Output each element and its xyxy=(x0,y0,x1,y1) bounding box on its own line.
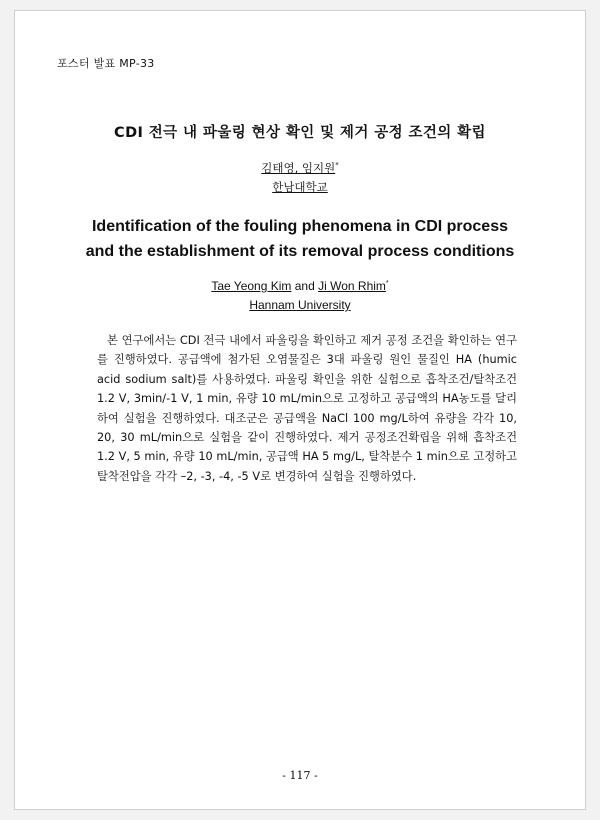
korean-affiliation xyxy=(15,179,585,195)
abstract-body: 본 연구에서는 CDI 전극 내에서 파울링을 확인하고 제거 공정 조건을 확인하는 연구를 진행하였다. 공급액에 첨가된 오염물질은 3대 파울링 원인 물질인 HA (humic acid sodium salt)를 사용하였다. 파울링 확인을 위한 실험으로 흡착조건/탈착조건 1.2 V, 3min/-1 V, 1 min, 유량 10 mL/min으로 고정하고 공급액의 HA농도를 달리하여 실험을 진행하였다. 대조군은 공급액을 NaCl 100 mg/L하여 유량을 각각 10, 20, 30 mL/min으로 실험을 같이 진행하였다. 제거 공정조건확립을 위해 흡착조건 1.2 V, 5 min, 유량 10 mL/min, 공급액 HA 5 mg/L, 탈착분수 1 min으로 고정하고 탈착전압을 각각 –2, -3, -4, -5 V로 변경하여 실험을 진행하였다. xyxy=(97,334,517,483)
korean-authors xyxy=(15,160,585,176)
corresponding-author-mark: * xyxy=(335,161,339,170)
english-author-1: Tae Yeong Kim xyxy=(211,279,292,293)
paper-page xyxy=(14,10,586,810)
session-label: 포스터 발표 MP-33 xyxy=(57,57,155,70)
english-author-2: Ji Won Rhim xyxy=(318,279,386,293)
english-corresponding-mark: * xyxy=(385,280,389,287)
english-title xyxy=(15,214,585,264)
english-affiliation-text: Hannam University xyxy=(249,298,351,312)
korean-title: CDI 전극 내 파울링 현상 확인 및 제거 공정 조건의 확립 xyxy=(114,125,486,141)
english-authors xyxy=(15,279,585,293)
english-author-join: and xyxy=(291,279,319,293)
english-title-line-2: and the establishment of its removal process conditions xyxy=(85,243,515,260)
korean-affiliation-text: 한남대학교 xyxy=(272,180,328,194)
korean-author-names: 김태영, 임지원 xyxy=(261,161,336,175)
page-number: - 117 - xyxy=(282,769,318,782)
english-affiliation xyxy=(15,298,585,312)
english-title-line-1: Identification of the fouling phenomena in CDI process xyxy=(91,218,508,235)
